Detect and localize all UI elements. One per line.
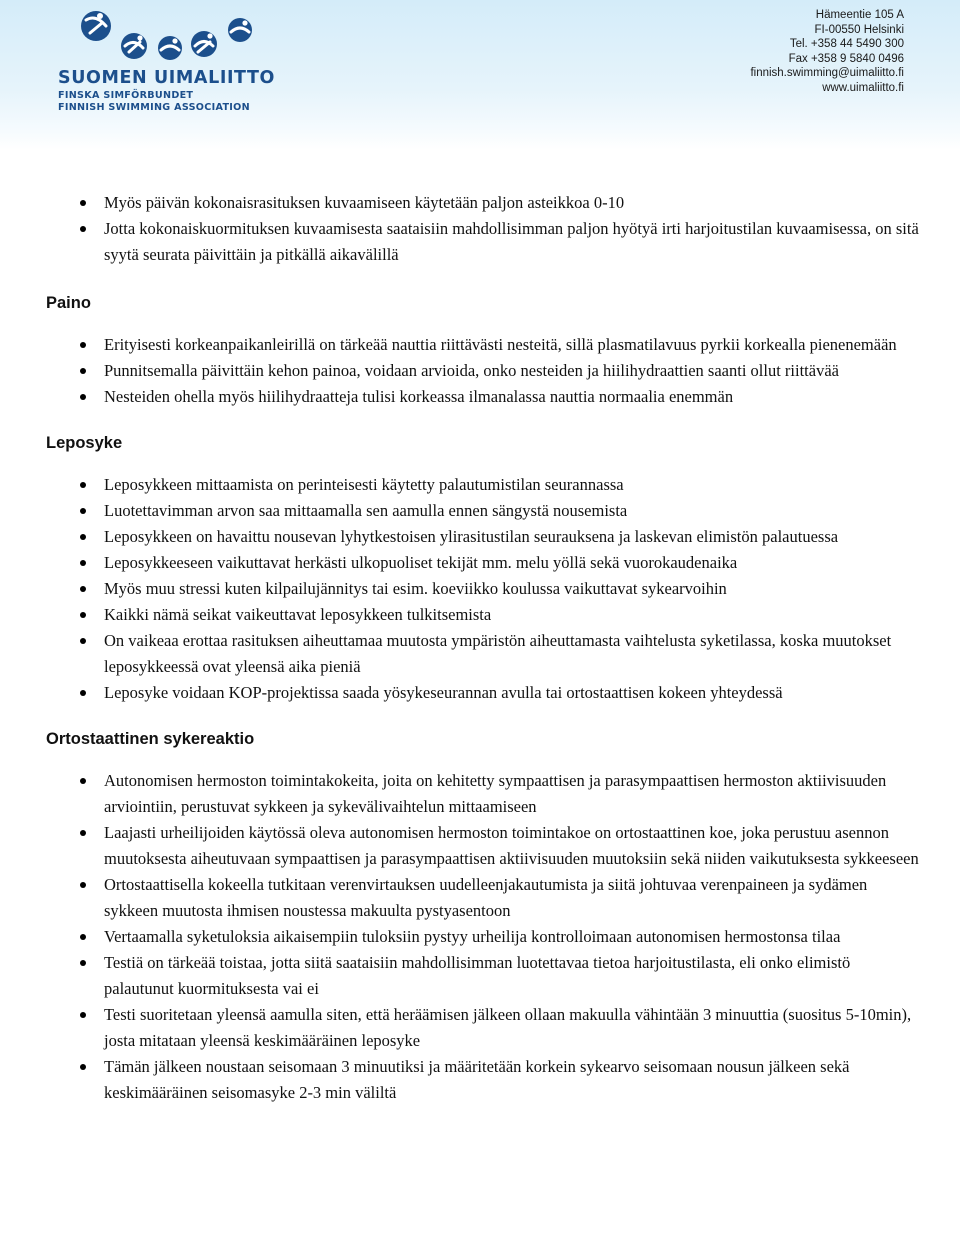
list-item: Leposykkeen on havaittu nousevan lyhytkestoisen ylirasitustilan seurauksena ja laskevan elimistön palautuessa	[0, 524, 960, 550]
list-item: Nesteiden ohella myös hiilihydraatteja tulisi korkeassa ilmanalassa nauttia normaalia enemmän	[0, 384, 960, 410]
list-item: Vertaamalla syketuloksia aikaisempiin tuloksiin pystyy urheilija kontrolloimaan autonomisen hermostonsa tilaa	[0, 924, 960, 950]
contact-email: finnish.swimming@uimaliitto.fi	[750, 67, 904, 80]
list-item: Myös päivän kokonaisrasituksen kuvaamiseen käytetään paljon asteikkoa 0-10	[0, 190, 960, 216]
association-logo	[58, 6, 318, 113]
list-item: Testi suoritetaan yleensä aamulla siten, että heräämisen jälkeen ollaan makuulla vähintään 3 minuuttia (suositus 5-10min), josta mitataan yleensä keskimääräinen leposyke	[0, 1002, 960, 1054]
list-item: Kaikki nämä seikat vaikeuttavat leposykkeen tulkitsemista	[0, 602, 960, 628]
paino-list	[0, 332, 960, 410]
list-item: Laajasti urheilijoiden käytössä oleva autonomisen hermoston toimintakoe on ortostaattinen koe, joka perustuu asennon muutoksesta aiheutuvaan sympaattisen ja parasympaattisen aktiivisuuden muutoksiin sekä niiden vaikutuksesta sykkeeseen	[0, 820, 960, 872]
list-item: Luotettavimman arvon saa mittaamalla sen aamulla ennen sängystä nousemista	[0, 498, 960, 524]
list-item: Erityisesti korkeanpaikanleirillä on tärkeää nauttia riittävästi nesteitä, sillä plasmatilavuus pyrkii korkealla pienenemään	[0, 332, 960, 358]
section-heading-ortostaattinen: Ortostaattinen sykereaktio	[46, 730, 255, 748]
section-heading-leposyke: Leposyke	[46, 434, 123, 452]
list-item: Testiä on tärkeää toistaa, jotta siitä saataisiin mahdollisimman luotettavaa tietoa harjoitustilasta, eli onko elimistö palautunut kuormituksesta vai ei	[0, 950, 960, 1002]
contact-block	[750, 8, 904, 96]
leposyke-list	[0, 472, 960, 706]
organization-name-english: FINNISH SWIMMING ASSOCIATION	[58, 102, 250, 113]
list-item: Tämän jälkeen noustaan seisomaan 3 minuutiksi ja määritetään korkein sykearvo seisomaan nousun jälkeen sekä keskimääräinen seisomasyke 2-3 min väliltä	[0, 1054, 960, 1106]
ortostaattinen-list	[0, 768, 960, 1106]
list-item: On vaikeaa erottaa rasituksen aiheuttamaa muutosta ympäristön aiheuttamasta vaihtelusta syketilassa, koska muutokset leposykkeessä ovat yleensä aika pieniä	[0, 628, 960, 680]
list-item: Ortostaattisella kokeella tutkitaan verenvirtauksen uudelleenjakautumista ja siitä johtuvaa verenpaineen ja sydämen sykkeen muutosta ihmisen noustessa makuulta pystyasentoon	[0, 872, 960, 924]
contact-fax: Fax +358 9 5840 0496	[788, 52, 904, 65]
list-item: Leposykkeeseen vaikuttavat herkästi ulkopuoliset tekijät mm. melu yöllä sekä vuorokaudenaika	[0, 550, 960, 576]
contact-phone: Tel. +358 44 5490 300	[789, 38, 904, 51]
list-item: Jotta kokonaiskuormituksen kuvaamisesta saataisiin mahdollisimman paljon hyötyä irti harjoitustilan kuvaamisessa, on sitä syytä seurata päivittäin ja pitkällä aikavälillä	[0, 216, 960, 268]
section-heading-paino: Paino	[46, 294, 91, 312]
document-body	[0, 190, 960, 1106]
list-item: Leposykkeen mittaamista on perinteisesti käytetty palautumistilan seurannassa	[0, 472, 960, 498]
contact-postal: FI-00550 Helsinki	[814, 23, 904, 36]
list-item: Myös muu stressi kuten kilpailujännitys tai esim. koeviikko koulussa vaikuttavat sykearvoihin	[0, 576, 960, 602]
list-item: Leposyke voidaan KOP-projektissa saada yösykeseurannan avulla tai ortostaattisen kokeen yhteydessä	[0, 680, 960, 706]
organization-name-swedish: FINSKA SIMFÖRBUNDET	[58, 90, 194, 101]
letterhead	[0, 0, 960, 150]
list-item: Punnitsemalla päivittäin kehon painoa, voidaan arvioida, onko nesteiden ja hiilihydraattien saanti ollut riittävää	[0, 358, 960, 384]
organization-name: SUOMEN UIMALIITTO	[58, 68, 276, 88]
contact-address: Hämeentie 105 A	[815, 9, 904, 21]
intro-list	[0, 190, 960, 268]
contact-website: www.uimaliitto.fi	[822, 81, 904, 94]
list-item: Autonomisen hermoston toimintakokeita, joita on kehitetty sympaattisen ja parasympaattisen hermoston aktiivisuuden arviointiin, perustuvat sykkeen ja sykevälivaihtelun mittaamiseen	[0, 768, 960, 820]
swimmer-figures-logo-icon	[80, 6, 256, 64]
